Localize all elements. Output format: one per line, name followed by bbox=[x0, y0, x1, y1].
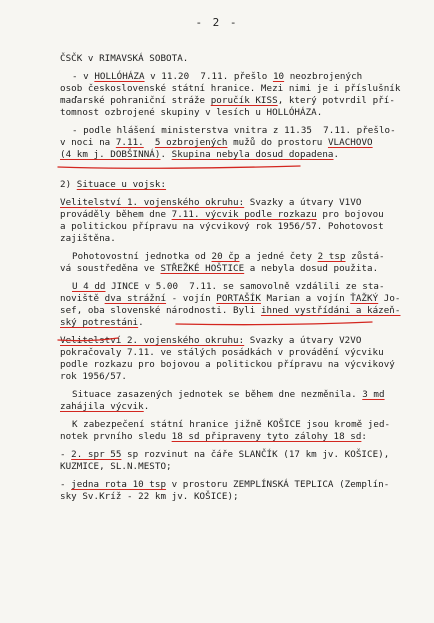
underlined-text: STŘEŽKÉ HOŠTICE bbox=[160, 263, 245, 274]
text-span: Svazky a útvary V2VO bbox=[244, 335, 362, 346]
text-span: maďarské pohraniční stráže bbox=[60, 95, 211, 106]
underlined-text: ŤAŽKÝ bbox=[350, 293, 379, 304]
text-span: noviště bbox=[60, 293, 105, 304]
text-span: . bbox=[160, 149, 172, 160]
text-span: a nebyla dosud použita. bbox=[244, 263, 379, 274]
text-span: : bbox=[361, 431, 367, 442]
text-span: rok 1956/57. bbox=[60, 371, 127, 382]
text-span: - vojín bbox=[166, 293, 217, 304]
underlined-text: U 4 dd bbox=[72, 281, 106, 292]
text-span: pro bojovou bbox=[316, 209, 384, 220]
text-line bbox=[60, 197, 361, 209]
text-line bbox=[60, 359, 395, 371]
text-span: . bbox=[138, 317, 144, 328]
text-span: sky Sv.Kríž - 22 km jv. KOŠICE); bbox=[60, 491, 239, 502]
text-line bbox=[60, 347, 384, 359]
underlined-text: PORTAŠÍK bbox=[216, 293, 261, 304]
underlined-text: Skupina nebyla dosud dopadena bbox=[171, 149, 334, 160]
text-span: K zabezpečení státní hranice jižně KOŠICE jsou kromě jed- bbox=[72, 419, 391, 430]
text-span: ČSČK v RIMAVSKÁ SOBOTA. bbox=[60, 53, 189, 64]
text-span: sp rozvinut na čáře SLANČÍK (17 km jv. KOŠICE), bbox=[121, 449, 390, 460]
text-span: . bbox=[333, 149, 340, 160]
text-line bbox=[60, 491, 239, 503]
text-line bbox=[60, 137, 373, 149]
text-span: v noci na bbox=[60, 137, 116, 148]
text-span: Svazky a útvary V1VO bbox=[244, 197, 362, 208]
text-line bbox=[72, 389, 385, 401]
underlined-text: 5 ozbrojených bbox=[154, 137, 228, 148]
text-line bbox=[60, 479, 389, 491]
text-line bbox=[60, 401, 149, 413]
text-line bbox=[60, 431, 367, 443]
text-line bbox=[60, 209, 384, 221]
text-line bbox=[72, 281, 385, 293]
text-span: sef, oba slovenské národnosti. Byli bbox=[60, 305, 261, 316]
text-line bbox=[60, 449, 389, 461]
text-span: zajištěna. bbox=[60, 233, 116, 244]
text-span: Situace zasazených jednotek se během dne nezměnila. bbox=[72, 389, 363, 400]
underlined-text: Velitelství 2. vojenského okruhu: bbox=[60, 335, 245, 346]
text-line bbox=[60, 317, 144, 329]
underlined-text: HOLLÓHÁZA bbox=[94, 71, 145, 82]
text-span: a jedné čety bbox=[239, 251, 318, 262]
text-line bbox=[60, 53, 188, 65]
underlined-text: ihned vystřídáni a kázeň- bbox=[260, 305, 401, 316]
text-line bbox=[60, 107, 322, 119]
underlined-text: poručík KISS bbox=[210, 95, 278, 106]
text-span: - podle hlášení ministerstva vnitra z 11.35 7.11. přešlo- bbox=[72, 125, 396, 136]
text-span: pokračovaly 7.11. ve stálých posádkách v provádění výcviku bbox=[60, 347, 384, 358]
underlined-text: zahájila výcvik bbox=[60, 401, 144, 412]
text-line bbox=[60, 293, 401, 305]
text-line bbox=[60, 371, 127, 383]
text-span: vá soustředěna ve bbox=[60, 263, 161, 274]
text-span: JINCE v 5.00 7.11. se samovolně vzdálili ze sta- bbox=[105, 281, 385, 292]
underlined-text: 20 čp bbox=[211, 251, 240, 262]
underlined-text: 3 md bbox=[362, 389, 385, 400]
text-span: 2) bbox=[60, 179, 77, 190]
text-line bbox=[60, 221, 384, 233]
underlined-text: VLACHOVO bbox=[327, 137, 373, 148]
text-line bbox=[72, 71, 362, 83]
text-line bbox=[60, 335, 361, 347]
text-span: osob československé státní hranice. Mezi nimi je i příslušník bbox=[60, 83, 401, 94]
text-span bbox=[144, 137, 155, 148]
text-line bbox=[60, 83, 400, 95]
text-span: - bbox=[60, 449, 72, 460]
text-span: notek prvního sledu bbox=[60, 431, 172, 442]
text-span: v prostoru ZEMPLÍNSKÁ TEPLICA (Zemplín- bbox=[166, 479, 390, 490]
text-line bbox=[60, 305, 400, 317]
text-span: Pohotovostní jednotka od bbox=[72, 251, 212, 262]
text-line bbox=[72, 125, 396, 137]
text-span: tomnost ozbrojené skupiny v lesích u HOLLÓHÁZA. bbox=[60, 107, 323, 118]
underlined-text: 18 sd připraveny tyto zálohy 18 sd bbox=[171, 431, 362, 442]
text-span: - v bbox=[72, 71, 95, 82]
underlined-text: Velitelství 1. vojenského okruhu: bbox=[60, 197, 245, 208]
red-underline-mark bbox=[176, 322, 372, 325]
red-underline-mark bbox=[58, 166, 300, 168]
underlined-text: jedna rota 10 tsp bbox=[71, 479, 167, 490]
text-line bbox=[60, 233, 116, 245]
text-span: mužů do prostoru bbox=[227, 137, 328, 148]
underlined-text: dva strážní bbox=[104, 293, 167, 304]
text-line bbox=[60, 461, 172, 473]
text-span: Marian a vojín bbox=[260, 293, 351, 304]
underlined-text: 2. spr 55 bbox=[71, 449, 122, 460]
underlined-text: 7.11. výcvik podle rozkazu bbox=[171, 209, 317, 220]
underlined-text: ský potrestáni bbox=[60, 317, 139, 328]
text-span: prováděly během dne bbox=[60, 209, 172, 220]
text-span: KUZMICE, SL.N.MESTO; bbox=[60, 461, 172, 472]
text-span: a politickou přípravu na výcvikový rok 1956/57. Pohotovost bbox=[60, 221, 384, 232]
text-span: , který potvrdil pří- bbox=[277, 95, 395, 106]
underlined-text: 7.11. bbox=[115, 137, 144, 148]
text-line bbox=[60, 263, 378, 275]
text-span: - bbox=[60, 479, 72, 490]
text-span: zůstá- bbox=[345, 251, 385, 262]
underlined-text: 2 tsp bbox=[317, 251, 346, 262]
underlined-text: 10 bbox=[272, 71, 285, 82]
page-number: - 2 - bbox=[195, 16, 239, 29]
text-span: v 11.20 7.11. přešlo bbox=[144, 71, 273, 82]
text-span: Jo- bbox=[378, 293, 401, 304]
underlined-text: Situace u vojsk: bbox=[76, 179, 167, 190]
text-line bbox=[72, 419, 390, 431]
text-line bbox=[60, 149, 339, 161]
text-line bbox=[60, 95, 395, 107]
text-line bbox=[60, 179, 166, 191]
text-span: neozbrojených bbox=[284, 71, 363, 82]
text-span: podle rozkazu pro bojovou a politickou přípravu na výcvikový bbox=[60, 359, 395, 370]
text-line bbox=[72, 251, 385, 263]
text-span: . bbox=[143, 401, 150, 412]
underlined-text: (4 km j. DOBŠINNÁ) bbox=[60, 149, 161, 160]
